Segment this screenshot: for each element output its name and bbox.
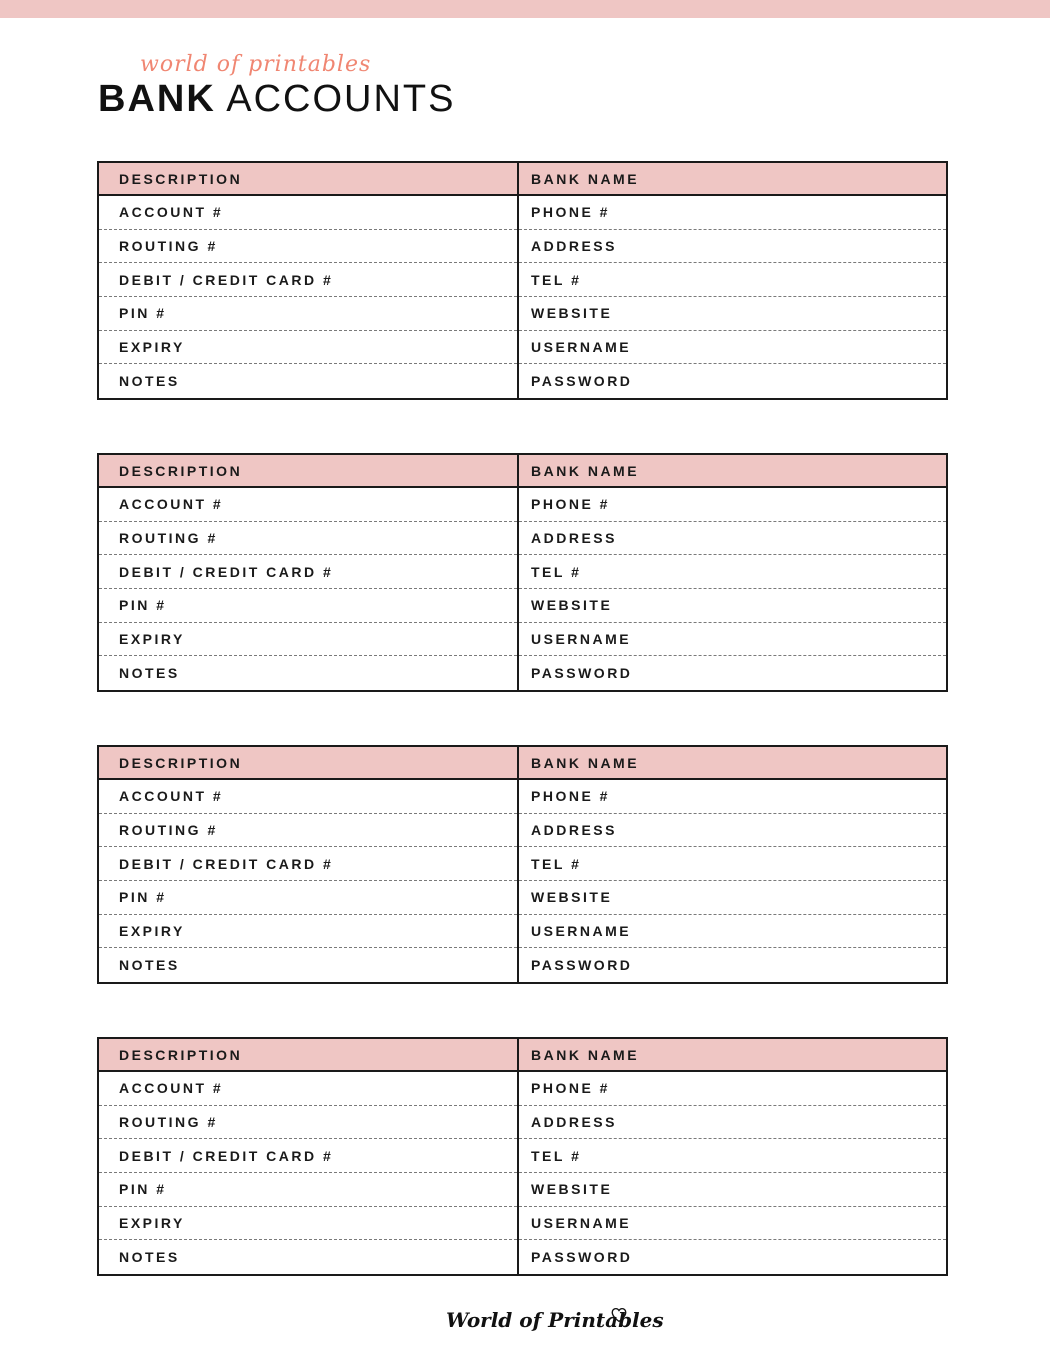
description-label: DESCRIPTION [119, 1046, 243, 1063]
brand-script-tagline: world of printables [140, 52, 372, 77]
username-field: USERNAME [519, 623, 946, 657]
description-label: DESCRIPTION [119, 462, 243, 479]
card-number-field: DEBIT / CREDIT CARD # [99, 1139, 517, 1173]
bank-account-block [97, 161, 948, 400]
website-field: WEBSITE [519, 297, 946, 331]
bank-account-block [97, 1037, 948, 1276]
expiry-field: EXPIRY [99, 915, 517, 949]
password-field: PASSWORD [531, 1249, 633, 1266]
bank-account-block [97, 453, 948, 692]
tel-field: TEL # [519, 555, 946, 589]
routing-number-field: ROUTING # [99, 1106, 517, 1140]
notes-field: NOTES [119, 373, 180, 390]
routing-number-field: ROUTING # [99, 522, 517, 556]
expiry-field: EXPIRY [99, 1207, 517, 1241]
phone-field: PHONE # [519, 196, 946, 230]
top-accent-bar [0, 0, 1050, 18]
username-field: USERNAME [519, 331, 946, 365]
phone-field: PHONE # [519, 780, 946, 814]
website-field: WEBSITE [519, 1173, 946, 1207]
routing-number-field: ROUTING # [99, 230, 517, 264]
page-title-bold: BANK [98, 78, 216, 120]
pin-field: PIN # [99, 1173, 517, 1207]
footer-brand-logo: World of Printables [446, 1308, 664, 1332]
bank-account-header [99, 747, 946, 780]
phone-field: PHONE # [519, 488, 946, 522]
account-number-field: ACCOUNT # [99, 1072, 517, 1106]
address-field: ADDRESS [519, 1106, 946, 1140]
card-number-field: DEBIT / CREDIT CARD # [99, 555, 517, 589]
notes-field: NOTES [119, 1249, 180, 1266]
bank-name-label: BANK NAME [531, 462, 640, 479]
password-field: PASSWORD [531, 957, 633, 974]
notes-field: NOTES [119, 957, 180, 974]
bank-name-label: BANK NAME [531, 754, 640, 771]
description-label: DESCRIPTION [119, 754, 243, 771]
password-field: PASSWORD [531, 665, 633, 682]
tel-field: TEL # [519, 847, 946, 881]
bank-account-header [99, 163, 946, 196]
username-field: USERNAME [519, 915, 946, 949]
tel-field: TEL # [519, 263, 946, 297]
notes-field: NOTES [119, 665, 180, 682]
bank-name-label: BANK NAME [531, 170, 640, 187]
card-number-field: DEBIT / CREDIT CARD # [99, 263, 517, 297]
bank-name-label: BANK NAME [531, 1046, 640, 1063]
card-number-field: DEBIT / CREDIT CARD # [99, 847, 517, 881]
pin-field: PIN # [99, 589, 517, 623]
description-label: DESCRIPTION [119, 170, 243, 187]
expiry-field: EXPIRY [99, 623, 517, 657]
username-field: USERNAME [519, 1207, 946, 1241]
pin-field: PIN # [99, 297, 517, 331]
account-number-field: ACCOUNT # [99, 780, 517, 814]
heart-icon [610, 1306, 628, 1324]
website-field: WEBSITE [519, 589, 946, 623]
account-number-field: ACCOUNT # [99, 488, 517, 522]
website-field: WEBSITE [519, 881, 946, 915]
bank-account-block [97, 745, 948, 984]
tel-field: TEL # [519, 1139, 946, 1173]
phone-field: PHONE # [519, 1072, 946, 1106]
expiry-field: EXPIRY [99, 331, 517, 365]
account-number-field: ACCOUNT # [99, 196, 517, 230]
password-field: PASSWORD [531, 373, 633, 390]
routing-number-field: ROUTING # [99, 814, 517, 848]
bank-account-header [99, 455, 946, 488]
address-field: ADDRESS [519, 522, 946, 556]
address-field: ADDRESS [519, 230, 946, 264]
bank-account-header [99, 1039, 946, 1072]
pin-field: PIN # [99, 881, 517, 915]
page-title-light: ACCOUNTS [226, 78, 456, 120]
page-title [98, 78, 455, 121]
address-field: ADDRESS [519, 814, 946, 848]
